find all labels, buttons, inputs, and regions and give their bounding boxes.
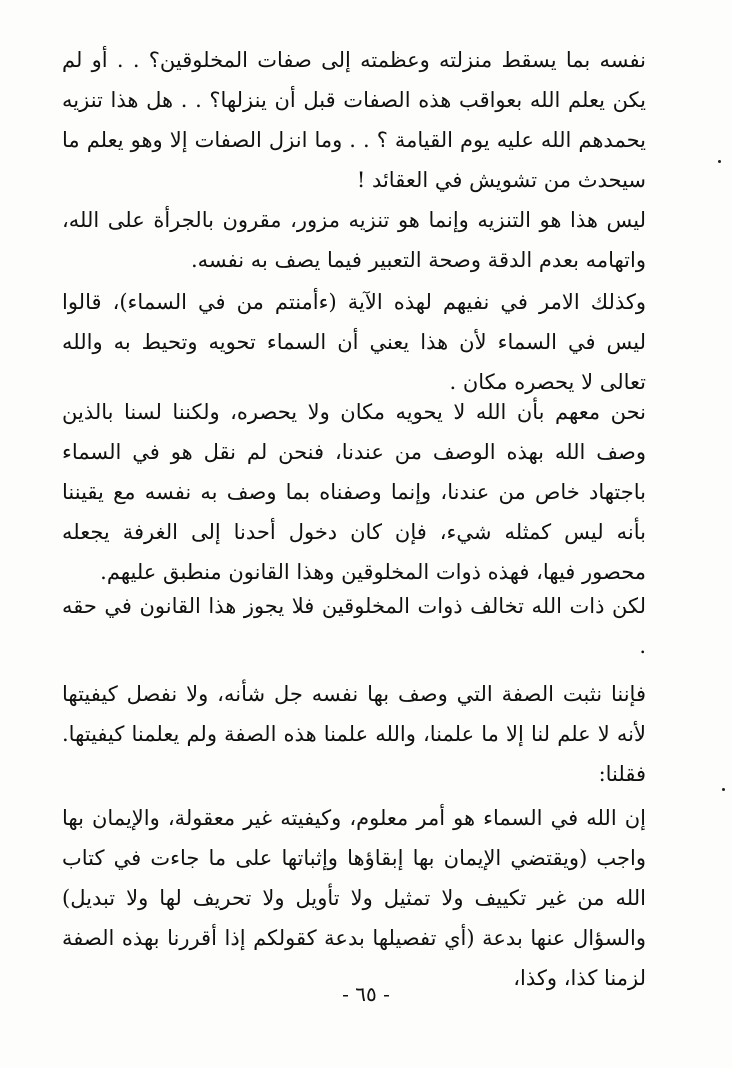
scan-speck xyxy=(722,788,725,791)
paragraph-2: ليس هذا هو التنزيه وإنما هو تنزيه مزور، مقرون بالجرأة على الله، واتهامه بعدم الدقة وصحة التعبير فيما يصف به نفسه. xyxy=(62,208,646,272)
scan-speck xyxy=(718,160,721,163)
paragraph-3-block xyxy=(62,282,646,402)
page-number: - ٦٥ - xyxy=(342,982,390,1006)
paragraph-4-block xyxy=(62,392,646,592)
paragraph-6-block xyxy=(62,674,646,794)
paragraph-1-block xyxy=(62,40,646,200)
paragraph-2-block xyxy=(62,200,646,280)
paragraph-4: نحن معهم بأن الله لا يحويه مكان ولا يحصره، ولكننا لسنا بالذين وصف الله بهذه الوصف من عندنا، فنحن لم نقل هو في السماء باجتهاد خاص من عندنا، وإنما وصفناه بما وصف به نفسه مع يقيننا بأنه ليس كمثله شيء، فإن كان دخول أحدنا إلى الغرفة يجعله محصور فيها، فهذه ذوات المخلوقين وهذا القانون منطبق عليهم. xyxy=(62,400,646,584)
paragraph-3: وكذلك الامر في نفيهم لهذه الآية (ءأمنتم من في السماء)، قالوا ليس في السماء لأن هذا يعني أن السماء تحويه وتحيط به والله تعالى لا يحصره مكان . xyxy=(62,290,646,394)
paragraph-1: نفسه بما يسقط منزلته وعظمته إلى صفات المخلوقين؟ . . أو لم يكن يعلم الله بعواقب هذه الصفات قبل أن ينزلها؟ . . هل هذا تنزيه يحمدهم الله عليه يوم القيامة ؟ . . وما انزل الصفات إلا وهو يعلم ما سيحدث من تشويش في العقائد ! xyxy=(62,48,646,192)
paragraph-5: لكن ذات الله تخالف ذوات المخلوقين فلا يجوز هذا القانون في حقه . xyxy=(62,594,646,658)
paragraph-6: فإننا نثبت الصفة التي وصف بها نفسه جل شأنه، ولا نفصل كيفيتها لأنه لا علم لنا إلا ما علمنا، والله علمنا هذه الصفة ولم يعلمنا كيفيتها. فقلنا: xyxy=(62,682,646,786)
paragraph-7: إن الله في السماء هو أمر معلوم، وكيفيته غير معقولة، والإيمان بها واجب (ويقتضي الإيمان بها إبقاؤها وإثباتها على ما جاءت في كتاب الله من غير تكييف ولا تمثيل ولا تأويل ولا تحريف لها ولا تبديل) والسؤال عنها بدعة (أي تفصيلها بدعة كقولكم إذا أقررنا بهذه الصفة لزمنا كذا، وكذا، xyxy=(62,806,646,990)
paragraph-7-block xyxy=(62,798,646,998)
paragraph-5-block xyxy=(62,586,646,666)
